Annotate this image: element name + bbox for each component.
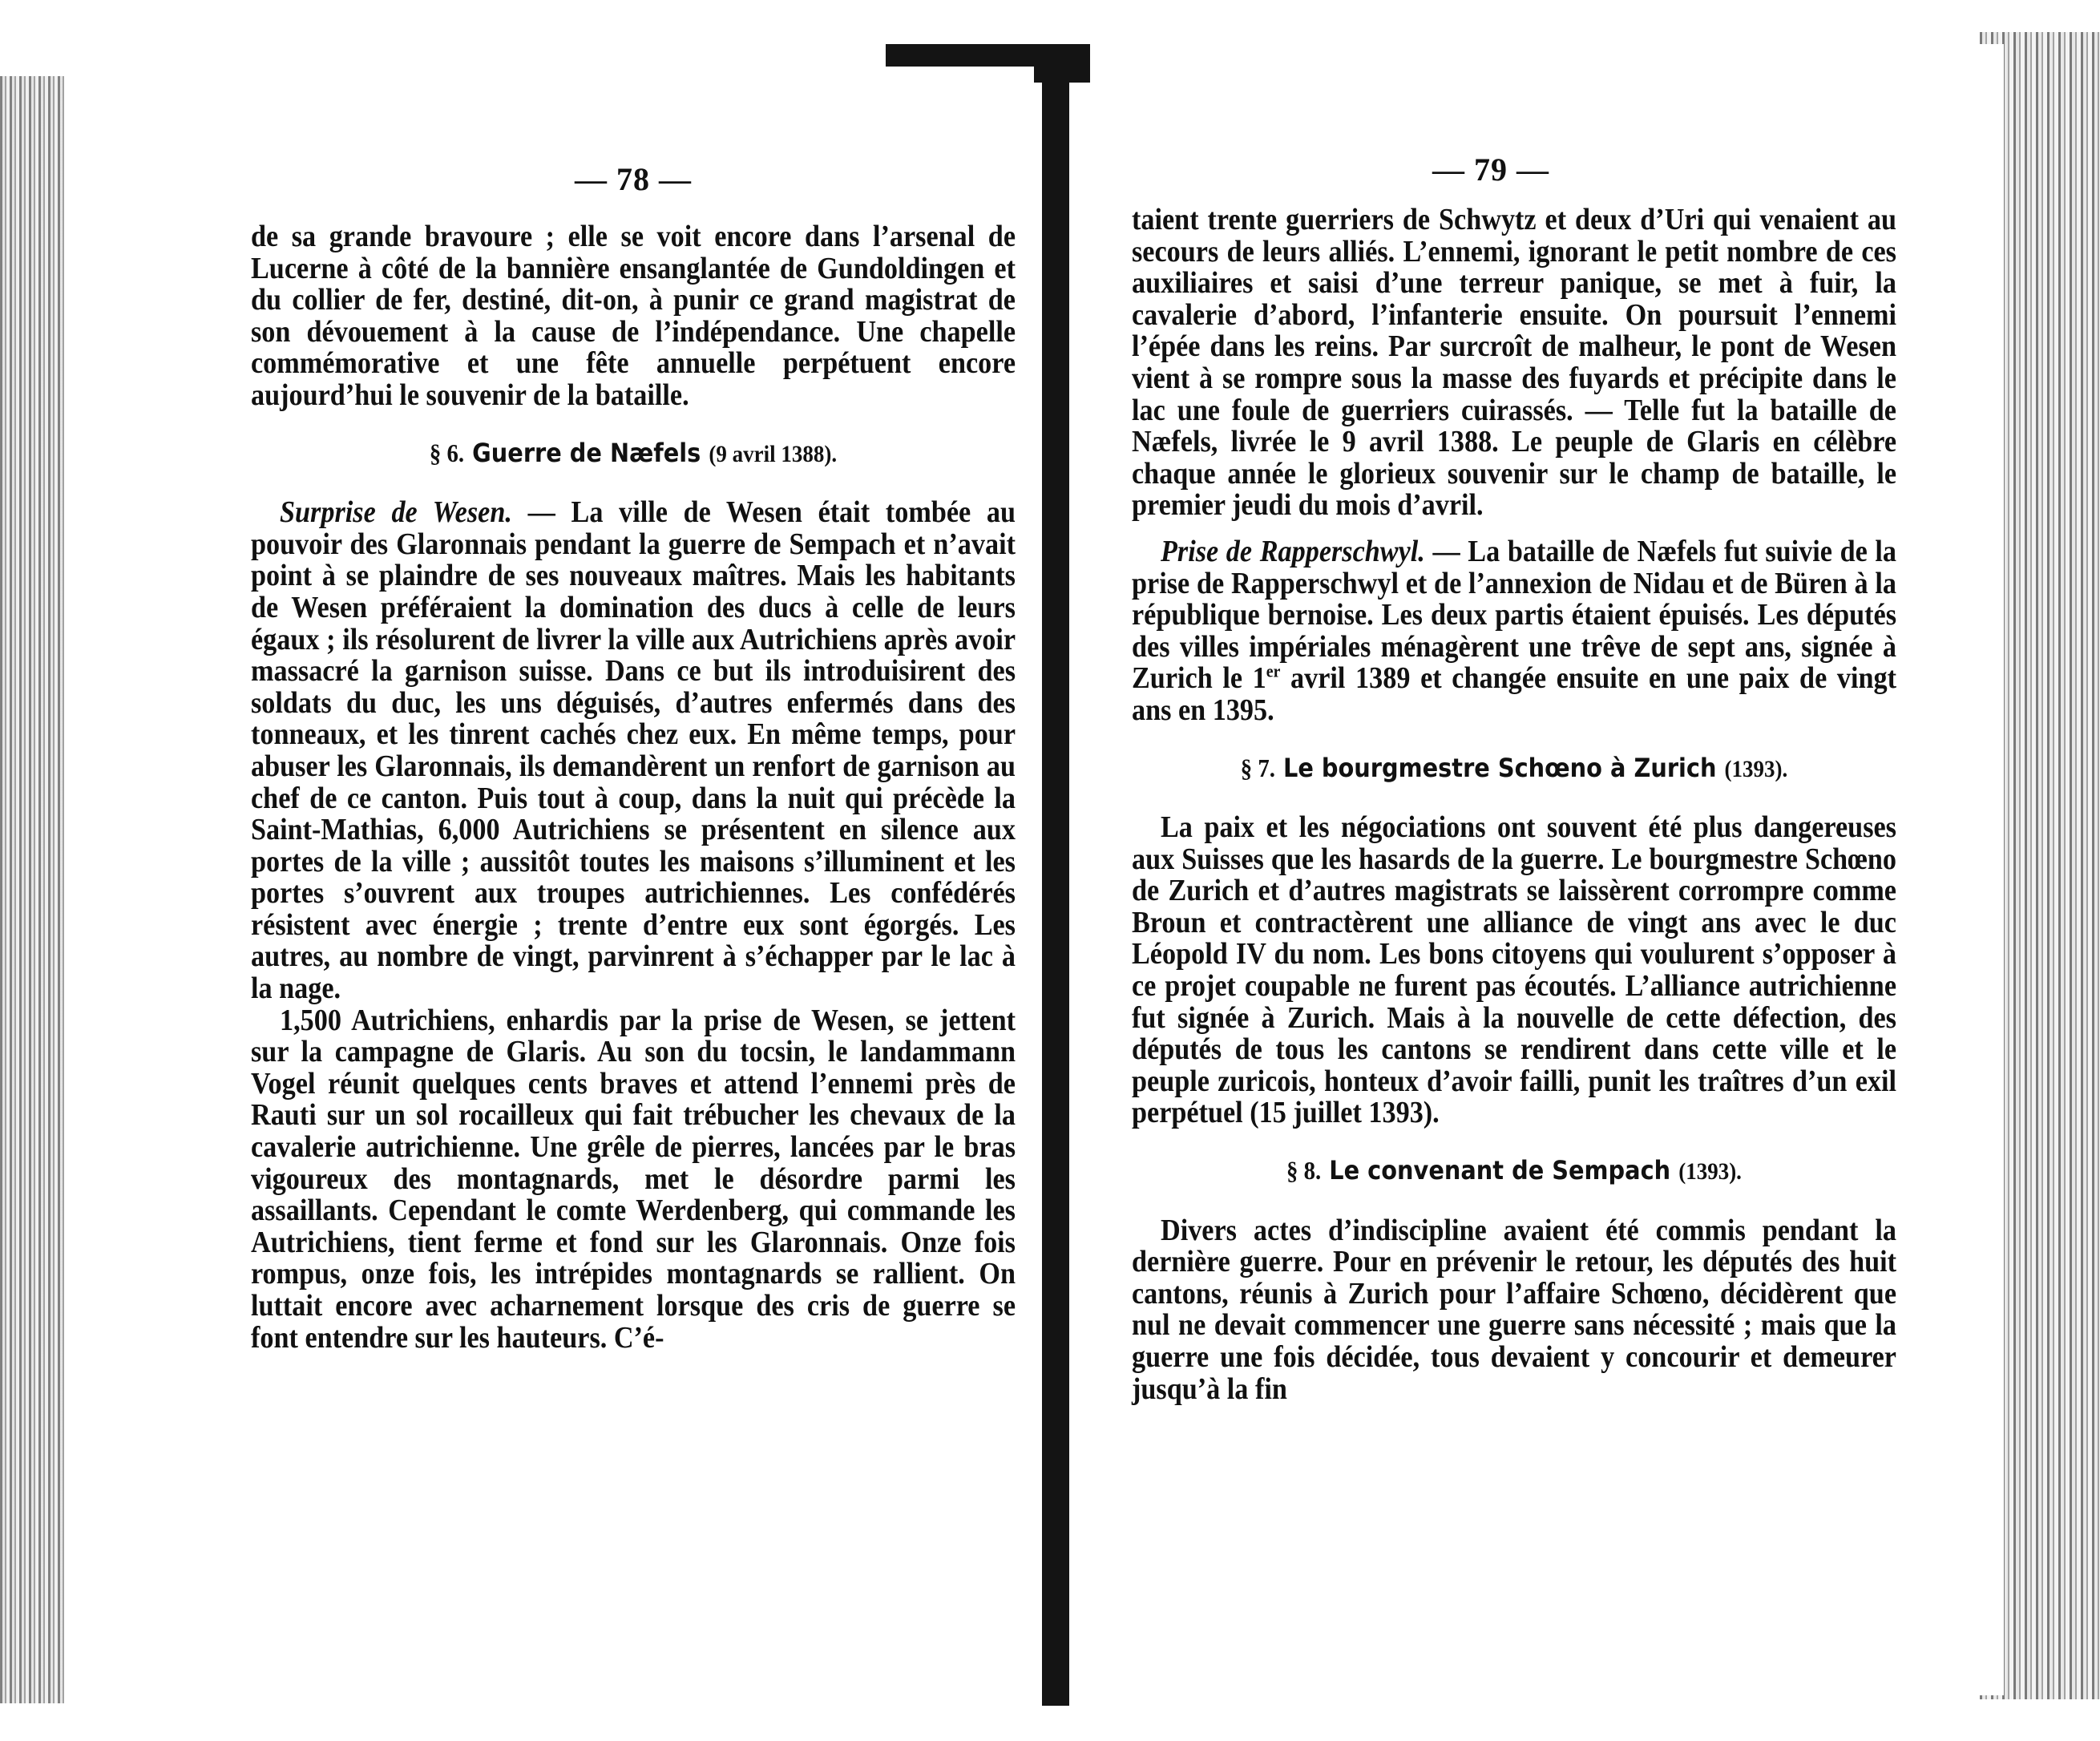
section-title: Le bourgmestre Schœno à Zurich [1282, 752, 1717, 783]
section-8-heading [1132, 1155, 1896, 1188]
section-sign: § 8. [1286, 1156, 1322, 1186]
section-sign: § 7. [1240, 753, 1275, 782]
left-paragraph-1: de sa grande bravoure ; elle se voit encore dans l’arsenal de Lucerne à côté de la bannière ensanglantée de Gundoldingen et du collier de fer, destiné, dit-on, à punir ce grand magistrat de son dévouement à la cause de l’indépendance. Une chapelle commémorative et une fête annuelle perpétuent encore aujourd’hui le souvenir de la bataille. [251, 220, 1016, 412]
section-date: (1393). [1724, 755, 1788, 782]
left-paragraph-3: 1,500 Autrichiens, enhardis par la prise de Wesen, se jettent sur la campagne de Glaris. Au son du tocsin, le landammann Vogel réunit quelques cents braves et attend l’ennemi près de Rauti sur un sol rocailleux qui fait trébucher les chevaux de la cavalerie autrichienne. Une grêle de pierres, lancées par le bras vigoureux des montagnards, met le désordre parmi les assaillants. Cependant le comte Werdenberg, qui commande les Autrichiens, tient ferme et fond sur les Glaronnais. Onze fois rompus, onze fois, les intrépides montagnards se rallient. On luttait encore avec acharnement lorsque des cris de guerre se font entendre sur les hauteurs. C’é- [251, 1003, 1016, 1355]
section-6-heading [251, 438, 1016, 471]
right-paragraph-3: La paix et les négociations ont souvent été plus dangereuses aux Suisses que les hasards de la guerre. Le bourgmestre Schœno de Zurich et d’autres magistrats se laissèrent corrompre comme Broun et contractèrent une alliance de vingt ans avec le duc Léopold IV du nom. Les bons citoyens qui voulurent s’opposer à ce projet coupable ne furent pas écoutés. L’alliance autrichienne fut signée à Zurich. Mais à la nouvelle de cette défection, des députés de tous les cantons se rendirent dans cette ville et le peuple zuricois, honteux d’avoir failli, punit les traîtres d’un exil perpétuel (15 juillet 1393). [1132, 810, 1896, 1130]
section-7-heading [1132, 753, 1896, 786]
right-paragraph-2 [1132, 536, 1896, 727]
section-date: (1393). [1678, 1158, 1742, 1186]
left-paragraph-2 [251, 497, 1016, 1005]
section-date: (9 avril 1388). [709, 440, 838, 467]
section-title: Guerre de Næfels [472, 437, 701, 468]
ordinal-suffix: er [1266, 660, 1281, 681]
paragraph-body-b: avril 1389 et changée ensuite en une paix de vingt ans en 1395. [1132, 661, 1897, 727]
section-title: Le convenant de Sempach [1329, 1155, 1671, 1186]
left-page-text [251, 221, 1016, 1354]
section-sign: § 6. [429, 438, 465, 467]
right-paragraph-4: Divers actes d’indiscipline avaient été commis pendant la dernière guerre. Pour en prévenir le retour, les députés des huit cantons, réunis à Zurich pour l’affaire Schœno, décidèrent que nul ne devait commencer une guerre sans nécessité ; mais que la guerre une fois décidée, tous devaient y concourir et demeurer jusqu’à la fin [1132, 1213, 1896, 1406]
book-spine [1042, 71, 1069, 1706]
paragraph-lead: Surprise de Wesen. [280, 495, 512, 530]
page-number-left: — 78 — [575, 161, 692, 197]
right-paragraph-1: taient trente guerriers de Schwytz et deux d’Uri qui venaient au secours de leurs alliés. L’ennemi, ignorant le petit nombre de ces auxiliaires et saisi d’une terreur panique, se met à fuir, la cavalerie d’abord, l’infanterie ensuite. On poursuit l’ennemi l’épée dans les reins. Par surcroît de malheur, le pont de Wesen vient à se rompre sous la masse des fuyards et précipite dans le lac une foule de guerriers cuirassés. — Telle fut la bataille de Næfels, livrée le 9 avril 1388. Le peuple de Glaris en célèbre chaque année le glorieux souvenir sur le champ de bataille, le premier jeudi du mois d’avril. [1132, 203, 1896, 523]
paragraph-body: — La ville de Wesen était tombée au pouvoir des Glaronnais pendant la guerre de Sempach et n’avait point à se plaindre de ses nouveaux maîtres. Mais les habitants de Wesen préféraient la domination des ducs à celle de leurs égaux ; ils résolurent de livrer la ville aux Autrichiens après avoir massacré la garnison suisse. Dans ce but ils introduisirent des soldats du duc, les uns déguisés, d’autres enfermés dans des tonneaux, et les tinrent cachés chez eux. En même temps, pour abuser les Glaronnais, ils demandèrent un renfort de garnison au chef de ce canton. Puis tout à coup, dans la nuit qui précède la Saint-Mathias, 6,000 Autrichiens se présentent en silence aux portes de la ville ; aussitôt toutes les maisons s’illuminent et les portes s’ouvrent aux troupes autrichiennes. Les confédérés résistent avec énergie ; trente d’entre eux sont égorgés. Les autres, au nombre de vingt, parvinrent à s’échapper par le lac à la nage. [251, 495, 1016, 1006]
right-page-text [1132, 204, 1896, 1405]
page-number-right: — 79 — [1432, 151, 1549, 188]
paragraph-body-a: — La bataille de Næfels fut suivie de la prise de Rapperschwyl et de l’annexion de Nidau et de Büren à la république bernoise. Les deux partis étaient épuisés. Les députés des villes impériales ménagèrent une trêve de sept ans, signée à Zurich le 1 [1132, 534, 1897, 696]
paragraph-lead: Prise de Rapperschwyl. [1161, 534, 1425, 568]
